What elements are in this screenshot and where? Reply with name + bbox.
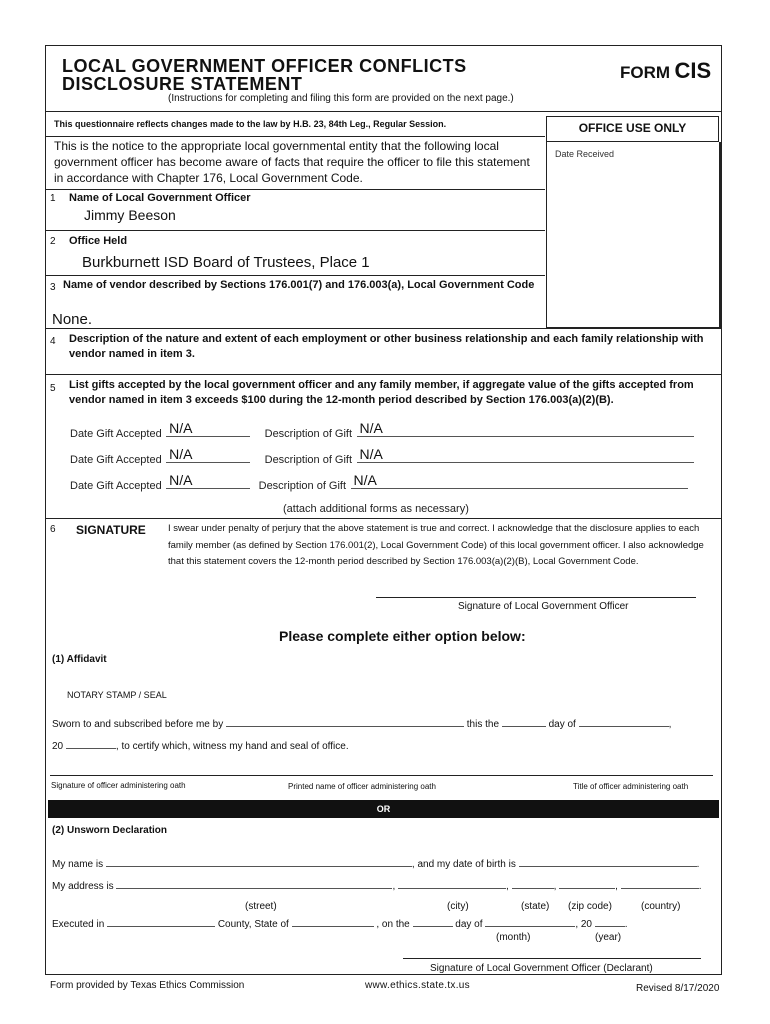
gift-row bbox=[70, 420, 720, 442]
executed-year-field[interactable] bbox=[595, 926, 625, 927]
gift-date-label: Date Gift Accepted bbox=[70, 428, 162, 440]
item2-label: Office Held bbox=[69, 235, 128, 247]
gift-date-label: Date Gift Accepted bbox=[70, 454, 162, 466]
gift-date-label: Date Gift Accepted bbox=[70, 480, 162, 492]
gift-desc-field[interactable]: N/A bbox=[357, 436, 694, 437]
item5-number: 5 bbox=[50, 383, 56, 394]
address-country-field[interactable] bbox=[621, 888, 699, 889]
executed-month-field[interactable] bbox=[485, 926, 575, 927]
item2-number: 2 bbox=[50, 236, 56, 247]
country-caption: (country) bbox=[641, 901, 681, 912]
gift-desc-label: Description of Gift bbox=[264, 428, 353, 440]
item3-number: 3 bbox=[50, 282, 56, 293]
unsworn-label: (2) Unsworn Declaration bbox=[52, 825, 168, 836]
item6-number: 6 bbox=[50, 524, 56, 535]
office-held-value[interactable]: Burkburnett ISD Board of Trustees, Place 1 bbox=[82, 254, 370, 271]
sworn-month-field[interactable] bbox=[579, 726, 669, 727]
declarant-signature-caption: Signature of Local Government Officer (Declarant) bbox=[430, 963, 653, 974]
oath-signature-caption: Signature of officer administering oath bbox=[51, 781, 186, 790]
sworn-day-field[interactable] bbox=[502, 726, 546, 727]
gift-date-field[interactable]: N/A bbox=[166, 488, 250, 489]
gift-row bbox=[70, 472, 720, 494]
address-state-field[interactable] bbox=[512, 888, 554, 889]
item1-label: Name of Local Government Officer bbox=[69, 192, 251, 204]
oath-signature-line[interactable] bbox=[50, 775, 713, 776]
certify-line: 20 , to certify which, witness my hand and seal of office. bbox=[52, 741, 349, 752]
attach-note: (attach additional forms as necessary) bbox=[283, 503, 469, 515]
state-caption: (state) bbox=[521, 901, 550, 912]
declarant-birthdate-field[interactable] bbox=[519, 866, 697, 867]
address-street-field[interactable] bbox=[116, 888, 392, 889]
month-caption: (month) bbox=[496, 932, 531, 943]
or-divider: OR bbox=[48, 800, 719, 818]
oath-title-caption: Title of officer administering oath bbox=[573, 782, 689, 791]
gift-date-field[interactable]: N/A bbox=[166, 436, 250, 437]
vendor-name-value[interactable]: None. bbox=[52, 311, 93, 328]
gift-desc-label: Description of Gift bbox=[258, 480, 347, 492]
signature-heading: SIGNATURE bbox=[76, 523, 146, 537]
footer-url[interactable]: www.ethics.state.tx.us bbox=[365, 980, 470, 991]
city-caption: (city) bbox=[447, 901, 469, 912]
zip-caption: (zip code) bbox=[568, 901, 612, 912]
sworn-name-field[interactable] bbox=[226, 726, 464, 727]
gift-date-field[interactable]: N/A bbox=[166, 462, 250, 463]
form-title-line1: LOCAL GOVERNMENT OFFICER CONFLICTS bbox=[62, 56, 467, 76]
item4-label: Description of the nature and extent of each employment or other business relationship and each family relationship with vendor named in item 3. bbox=[69, 333, 704, 360]
officer-signature-caption: Signature of Local Government Officer bbox=[458, 601, 629, 612]
instructions-note: (Instructions for completing and filing this form are provided on the next page.) bbox=[168, 93, 514, 104]
certify-year-field[interactable] bbox=[66, 748, 116, 749]
executed-county-field[interactable] bbox=[107, 926, 215, 927]
declarant-name-field[interactable] bbox=[106, 866, 412, 867]
executed-day-field[interactable] bbox=[413, 926, 453, 927]
gift-desc-label: Description of Gift bbox=[264, 454, 353, 466]
gift-desc-field[interactable]: N/A bbox=[351, 488, 688, 489]
address-city-field[interactable] bbox=[398, 888, 506, 889]
form-title-line2: DISCLOSURE STATEMENT bbox=[62, 74, 303, 94]
item3-label: Name of vendor described by Sections 176.001(7) and 176.003(a), Local Government Code bbox=[63, 279, 535, 291]
street-caption: (street) bbox=[245, 901, 277, 912]
declarant-name-line: My name is , and my date of birth is . bbox=[52, 859, 700, 870]
officer-name-value[interactable]: Jimmy Beeson bbox=[84, 207, 176, 223]
date-received-label: Date Received bbox=[555, 149, 615, 159]
office-use-box bbox=[546, 142, 722, 328]
officer-signature-line[interactable] bbox=[376, 597, 696, 598]
footer-revised: Revised 8/17/2020 bbox=[636, 983, 720, 994]
options-heading: Please complete either option below: bbox=[279, 628, 526, 644]
sworn-line: Sworn to and subscribed before me by this the day of , bbox=[52, 719, 672, 730]
signature-oath-text: I swear under penalty of perjury that the above statement is true and correct. I acknowledge that the disclosure applies to each family member (as defined by Section 176.001(2), Local Government Code) of this local government officer. I also acknowledge that this statement covers the 12-month period described by Section 176.003(a)(2)(B), Local Government Code. bbox=[168, 523, 704, 567]
oath-printed-name-caption: Printed name of officer administering oath bbox=[288, 782, 436, 791]
form-code: FORM CIS bbox=[620, 58, 712, 83]
gift-row bbox=[70, 446, 720, 468]
gift-desc-field[interactable]: N/A bbox=[357, 462, 694, 463]
notice-text: This is the notice to the appropriate local governmental entity that the following local government officer has become aware of facts that require the officer to file this statement in accordance with Chapter 176, Local Government Code. bbox=[54, 139, 530, 185]
footer-provider: Form provided by Texas Ethics Commission bbox=[50, 980, 245, 991]
questionnaire-note: This questionnaire reflects changes made to the law by H.B. 23, 84th Leg., Regular Session. bbox=[54, 119, 447, 129]
item1-number: 1 bbox=[50, 193, 56, 204]
affidavit-label: (1) Affidavit bbox=[52, 654, 107, 665]
declarant-address-line: My address is , , , , . bbox=[52, 881, 702, 892]
notary-stamp-label: NOTARY STAMP / SEAL bbox=[67, 690, 167, 700]
item4-number: 4 bbox=[50, 336, 56, 347]
executed-state-field[interactable] bbox=[292, 926, 374, 927]
declarant-signature-line[interactable] bbox=[403, 958, 701, 959]
address-zip-field[interactable] bbox=[559, 888, 615, 889]
executed-line: Executed in County, State of , on the day of , 20 . bbox=[52, 919, 628, 930]
year-caption: (year) bbox=[595, 932, 622, 943]
office-use-header: OFFICE USE ONLY bbox=[546, 116, 719, 142]
item5-label: List gifts accepted by the local government officer and any family member, if aggregate value of the gifts accepted from vendor named in item 3 exceeds $100 during the 12-month period described by Section 176.003(a)(2)(B). bbox=[69, 379, 694, 406]
